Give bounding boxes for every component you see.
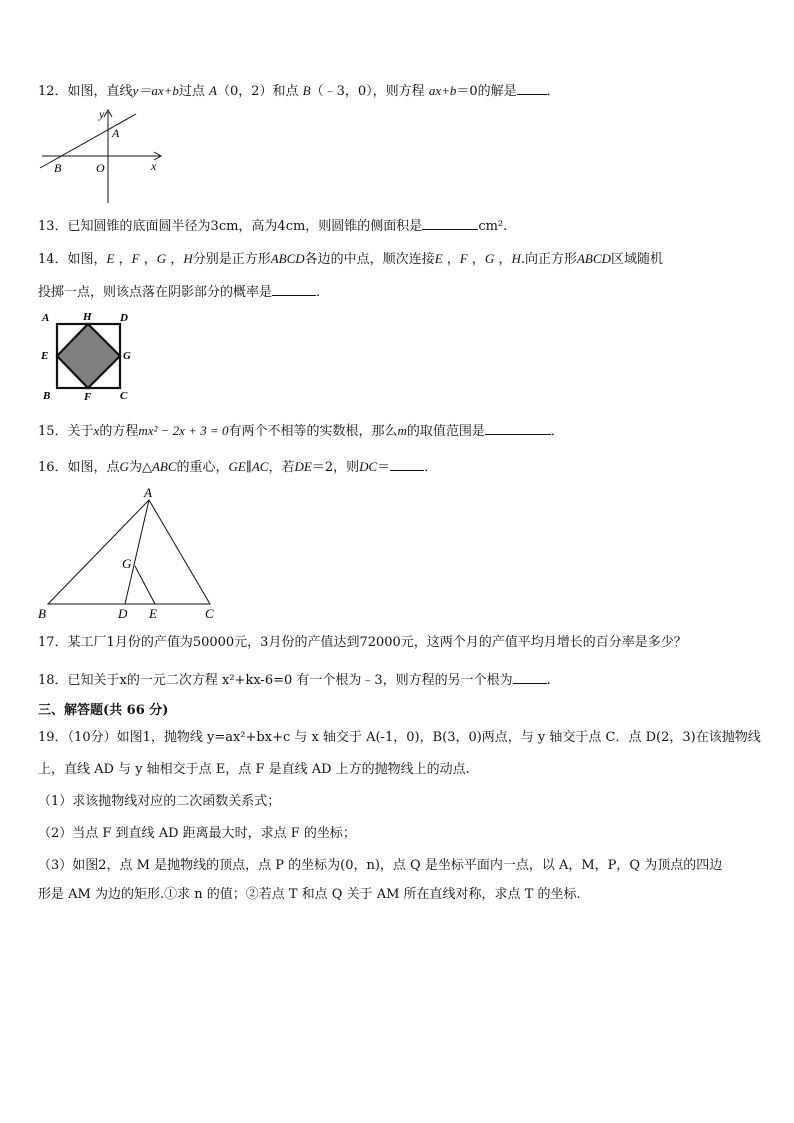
q15-answer-blank <box>485 422 551 435</box>
shaded-square-efgh <box>57 324 120 388</box>
question-18 <box>38 671 551 690</box>
q12-answer-blank <box>517 82 547 95</box>
q14-h: H <box>183 251 193 266</box>
q14-g: G <box>156 251 167 266</box>
line-ab <box>40 114 136 168</box>
label-y: y <box>99 107 105 121</box>
label-b: B <box>38 606 46 621</box>
q14-e: E <box>106 251 115 266</box>
question-13 <box>38 217 507 236</box>
section-title: 三、解答题(共 66 分) <box>38 703 169 718</box>
q14-sep: ， <box>498 252 512 267</box>
q14-text: . <box>316 285 321 300</box>
q14-f: F <box>131 251 140 266</box>
question-17 <box>38 634 687 652</box>
q19-line-2: 上，直线 AD 与 y 轴相交于点 E，点 F 是直线 AD 上方的抛物线上的动点. <box>38 762 470 777</box>
q19-part-3-line-1: （3）如图2，点 M 是抛物线的顶点，点 P 的坐标为(0，n)，点 Q 是坐标平面内一点，以 A，M，P，Q 为顶点的四边 <box>38 858 723 873</box>
q14-text: 14．如图， <box>38 252 107 267</box>
label-d: D <box>120 312 128 324</box>
q16-answer-blank <box>390 458 424 471</box>
q14-square: ABCD <box>576 251 611 266</box>
q14-answer-blank <box>272 283 316 296</box>
q15-text: 的方程 <box>99 424 139 439</box>
q14-text: 投掷一点，则该点落在阴影部分的概率是 <box>38 285 273 300</box>
q15-m: m <box>397 423 407 438</box>
q16-triangle-figure <box>34 484 224 622</box>
q12-point-a: A <box>209 83 217 98</box>
label-g: G <box>122 556 132 571</box>
q14-e: E <box>434 251 443 266</box>
q13-unit: cm². <box>478 219 508 234</box>
q15-equation: mx² − 2x + 3 = 0 <box>138 423 229 438</box>
q14-text: 各边的中点，顺次连接 <box>304 252 435 267</box>
q12-text: ． <box>546 84 560 99</box>
q12-equation: ax+b <box>428 83 457 98</box>
label-c: C <box>120 390 128 402</box>
q16-dc: DC <box>359 459 378 474</box>
q12-text: 过点 <box>178 84 205 99</box>
q17-text: 17．某工厂1月份的产值为50000元，3月份的产值达到72000元，这两个月的产值平均月增长的百分率是多少？ <box>38 635 687 650</box>
q16-text: 为△ <box>128 460 152 475</box>
q16-parallel: GE∥AC <box>228 459 269 474</box>
q12-text: （0，2）和点 <box>216 84 299 99</box>
q16-text: ＝ <box>377 460 391 475</box>
q16-text: ． <box>424 460 438 475</box>
q19-part-1: （1）求该抛物线对应的二次函数关系式； <box>38 794 281 809</box>
q14-square-figure <box>36 306 136 404</box>
label-g: G <box>123 350 131 362</box>
q14-sep: ， <box>118 252 132 267</box>
label-b: B <box>43 390 51 402</box>
q12-text: ＝0的解是 <box>456 84 517 99</box>
label-x: x <box>151 159 157 173</box>
q14-text: 区域随机 <box>610 252 663 267</box>
q15-text: 15．关于 <box>38 424 94 439</box>
median-ad <box>125 500 149 604</box>
label-a: A <box>112 126 120 140</box>
q14-text: .向正方形 <box>520 252 577 267</box>
q19-part-2: （2）当点 F 到直线 AD 距离最大时，求点 F 的坐标； <box>38 826 356 841</box>
q14-g: G <box>484 251 495 266</box>
q18-text: . <box>546 673 551 688</box>
q12-coordinate-figure <box>36 106 166 206</box>
q19-line-1: 19．（10分）如图1，抛物线 y=ax²+bx+c 与 x 轴交于 A(-1，0)，B(3，0)两点，与 y 轴交于点 C．点 D(2，3)在该抛物线 <box>38 730 761 745</box>
q15-text: 的取值范围是 <box>406 424 485 439</box>
question-14-line-1 <box>38 250 663 269</box>
label-h: H <box>83 311 92 323</box>
q12-number: 12．如图，直线 <box>38 84 133 99</box>
q15-text: ． <box>550 424 564 439</box>
label-a: A <box>144 485 152 500</box>
q14-sep: ， <box>170 252 184 267</box>
q15-x: x <box>93 423 100 438</box>
question-15 <box>38 422 564 441</box>
question-16 <box>38 458 437 477</box>
question-14-line-2 <box>38 283 320 302</box>
q14-text: 分别是正方形 <box>192 252 271 267</box>
q19-part-3-line-2: 形是 AM 为边的矩形.①求 n 的值；②若点 T 和点 Q 关于 AM 所在直线对称，求点 T 的坐标. <box>38 887 581 902</box>
q14-h: H <box>511 251 521 266</box>
label-a: A <box>42 312 50 324</box>
label-f: F <box>84 391 92 403</box>
q16-text: 的重心， <box>176 460 229 475</box>
q12-line-equation: y＝ax+b <box>132 83 179 98</box>
q15-text: 有两个不相等的实数根，那么 <box>228 424 398 439</box>
label-d: D <box>118 606 128 621</box>
segment-ge <box>135 566 155 604</box>
label-e: E <box>41 350 49 362</box>
q16-triangle: ABC <box>151 459 177 474</box>
q16-de: DE <box>294 459 312 474</box>
q16-text: ＝2，则 <box>311 460 360 475</box>
label-c: C <box>205 606 214 621</box>
q14-sep: ， <box>143 252 157 267</box>
q14-sep: ， <box>446 252 460 267</box>
label-b: B <box>54 161 62 175</box>
q12-point-b: B <box>302 83 311 98</box>
q14-sep: ， <box>471 252 485 267</box>
q16-g: G <box>119 459 129 474</box>
q12-text: （﹣3，0），则方程 <box>310 84 425 99</box>
q14-square: ABCD <box>270 251 305 266</box>
label-e: E <box>149 606 157 621</box>
q16-text: ，若 <box>268 460 295 475</box>
label-o: O <box>96 161 105 175</box>
q18-text: 18．已知关于x的一元二次方程 x²+kx-6=0 有一个根为﹣3，则方程的另一个根为 <box>38 673 513 688</box>
q13-answer-blank <box>422 217 478 230</box>
q13-text: 13．已知圆锥的底面圆半径为3cm，高为4cm，则圆锥的侧面积是 <box>38 219 423 234</box>
question-12 <box>38 82 560 101</box>
q18-answer-blank <box>513 671 547 684</box>
q14-f: F <box>459 251 468 266</box>
q16-text: 16．如图，点 <box>38 460 120 475</box>
